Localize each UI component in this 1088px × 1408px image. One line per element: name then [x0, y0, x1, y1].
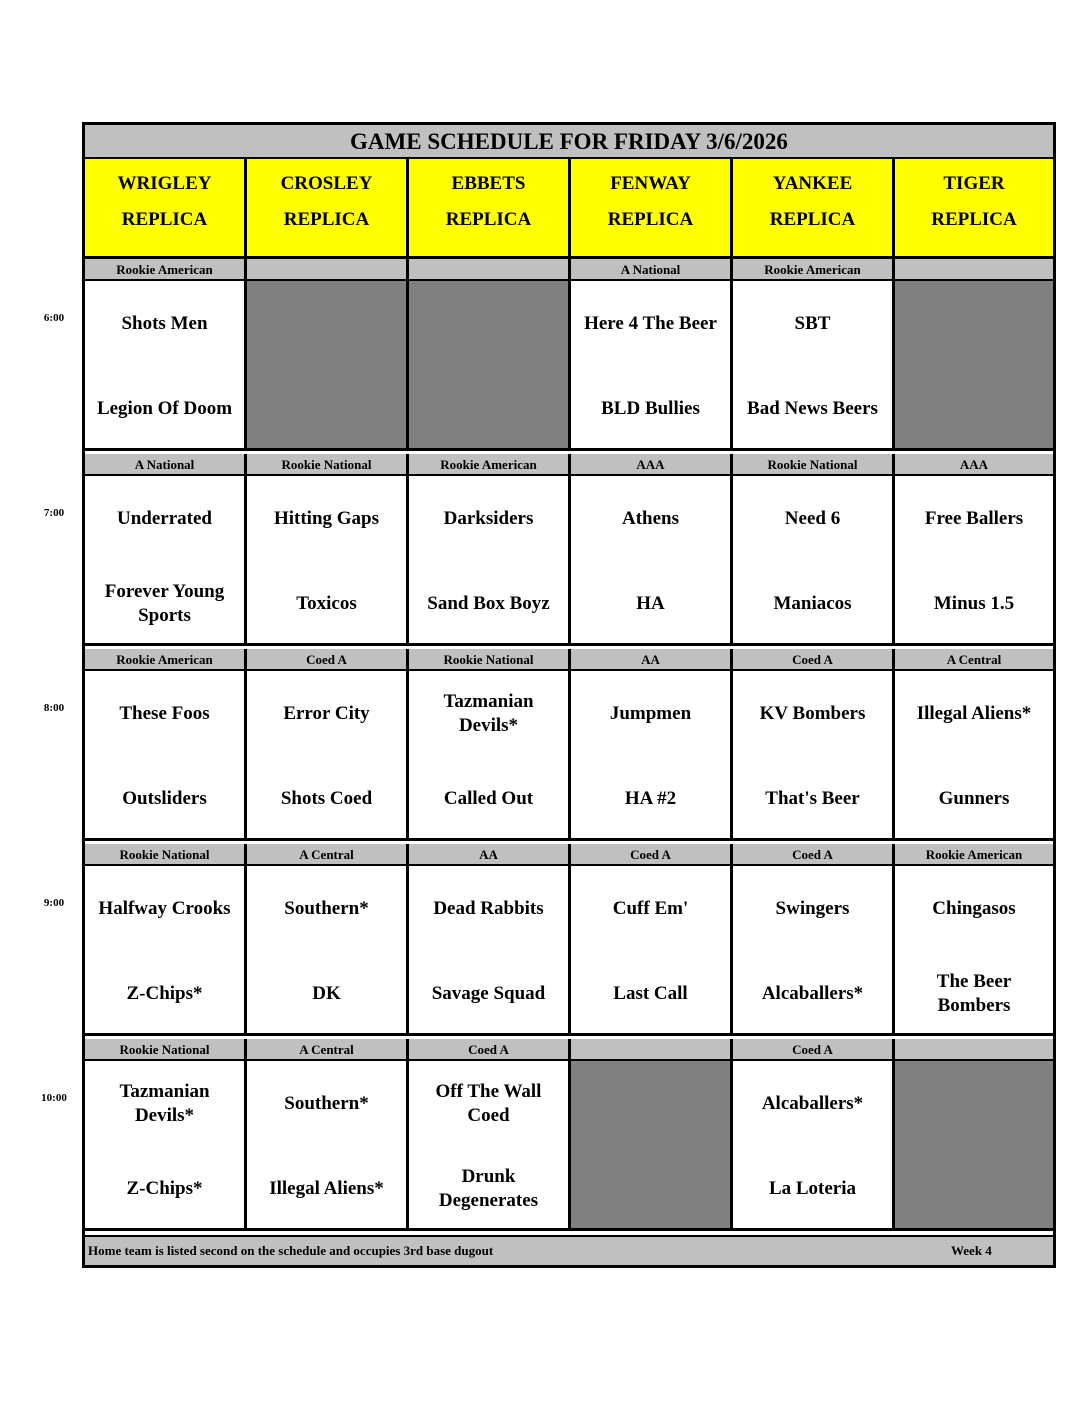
division-label: AA	[571, 649, 733, 671]
division-label	[895, 259, 1053, 281]
division-label: Rookie National	[733, 454, 895, 476]
game-cell	[85, 476, 247, 646]
game-cell	[247, 671, 409, 841]
division-label: Rookie American	[895, 844, 1053, 866]
field-header	[409, 159, 571, 259]
away-team: Tazmanian Devils*	[443, 691, 534, 736]
field-header-row	[85, 159, 1053, 259]
game-cell	[85, 1061, 247, 1231]
home-team: Drunk Degenerates	[438, 1166, 539, 1211]
home-team: Toxicos	[296, 593, 357, 614]
game-cell	[733, 671, 895, 841]
time-label: 8:00	[43, 702, 65, 714]
away-team: Hitting Gaps	[273, 508, 380, 529]
division-label: Rookie National	[85, 1039, 247, 1061]
division-label: AA	[409, 844, 571, 866]
game-row	[85, 866, 1053, 1036]
empty-slot	[895, 281, 1053, 451]
division-label: Coed A	[733, 649, 895, 671]
away-team: Underrated	[117, 508, 212, 529]
game-cell	[895, 866, 1053, 1036]
field-header	[571, 159, 733, 259]
game-cell	[571, 476, 733, 646]
home-team: That's Beer	[765, 788, 860, 809]
away-team: Jumpmen	[609, 703, 692, 724]
away-team: These Foos	[119, 703, 210, 724]
division-label: A Central	[247, 844, 409, 866]
time-slot-block	[85, 454, 1053, 646]
game-cell	[409, 866, 571, 1036]
home-team: Forever Young Sports	[104, 581, 225, 626]
division-row	[85, 649, 1053, 671]
game-cell	[409, 1061, 571, 1231]
game-cell	[247, 476, 409, 646]
schedule-title: GAME SCHEDULE FOR FRIDAY 3/6/2026	[85, 125, 1053, 159]
field-name: YANKEE	[772, 173, 853, 194]
division-label: A National	[85, 454, 247, 476]
division-row	[85, 454, 1053, 476]
division-label: A Central	[895, 649, 1053, 671]
home-team: Illegal Aliens*	[269, 1178, 384, 1199]
division-label: A Central	[247, 1039, 409, 1061]
division-label: Rookie National	[409, 649, 571, 671]
division-label: Rookie American	[733, 259, 895, 281]
division-label: AAA	[571, 454, 733, 476]
away-team: Tazmanian Devils*	[119, 1081, 210, 1126]
empty-slot	[895, 1061, 1053, 1231]
away-team: Athens	[621, 508, 679, 529]
division-label: Coed A	[409, 1039, 571, 1061]
home-team: Called Out	[443, 788, 534, 809]
away-team: Swingers	[775, 898, 850, 919]
time-slot-block	[85, 649, 1053, 841]
game-cell	[895, 671, 1053, 841]
home-team: Alcaballers*	[761, 983, 864, 1004]
division-label: AAA	[895, 454, 1053, 476]
away-team: Off The Wall Coed	[435, 1081, 542, 1126]
schedule-table	[82, 122, 1056, 1268]
home-team: Last Call	[613, 983, 688, 1004]
division-row	[85, 259, 1053, 281]
game-cell	[85, 281, 247, 451]
home-team: Maniacos	[773, 593, 852, 614]
division-label: Coed A	[733, 1039, 895, 1061]
home-team: Legion Of Doom	[96, 398, 233, 419]
division-label	[895, 1039, 1053, 1061]
home-team: The Beer Bombers	[936, 971, 1012, 1016]
home-team: Minus 1.5	[933, 593, 1015, 614]
division-row	[85, 844, 1053, 866]
division-label	[247, 259, 409, 281]
game-row	[85, 671, 1053, 841]
away-team: SBT	[794, 313, 831, 334]
home-team: Z-Chips*	[126, 1178, 203, 1199]
division-label: Rookie National	[85, 844, 247, 866]
field-subtitle: REPLICA	[445, 209, 532, 230]
away-team: Chingasos	[932, 898, 1016, 919]
home-team: HA	[636, 593, 665, 614]
game-cell	[733, 866, 895, 1036]
time-slot-block	[85, 844, 1053, 1036]
empty-slot	[409, 281, 571, 451]
time-label: 7:00	[43, 507, 65, 519]
game-cell	[85, 866, 247, 1036]
time-slot-block	[85, 259, 1053, 451]
home-team: Outsliders	[122, 788, 207, 809]
field-subtitle: REPLICA	[607, 209, 694, 230]
game-cell	[409, 476, 571, 646]
game-cell	[733, 281, 895, 451]
away-team: Dead Rabbits	[433, 898, 544, 919]
empty-slot	[571, 1061, 733, 1231]
field-header	[895, 159, 1053, 259]
home-team: Bad News Beers	[747, 398, 878, 419]
game-cell	[247, 866, 409, 1036]
field-subtitle: REPLICA	[121, 209, 208, 230]
division-label: Coed A	[571, 844, 733, 866]
schedule-footer	[85, 1235, 1053, 1265]
away-team: Error City	[283, 703, 370, 724]
time-label: 9:00	[43, 897, 65, 909]
home-team: DK	[312, 983, 341, 1004]
away-team: Illegal Aliens*	[916, 703, 1032, 724]
away-team: Shots Men	[121, 313, 208, 334]
game-cell	[409, 671, 571, 841]
field-name: FENWAY	[610, 173, 691, 194]
game-cell	[571, 281, 733, 451]
game-cell	[247, 1061, 409, 1231]
division-label	[409, 259, 571, 281]
away-team: Cuff Em'	[612, 898, 689, 919]
game-cell	[571, 671, 733, 841]
field-name: EBBETS	[451, 173, 526, 194]
field-subtitle: REPLICA	[283, 209, 370, 230]
field-name: CROSLEY	[280, 173, 373, 194]
home-team: HA #2	[624, 788, 677, 809]
home-team: Z-Chips*	[126, 983, 203, 1004]
game-cell	[733, 1061, 895, 1231]
field-subtitle: REPLICA	[931, 209, 1017, 230]
time-slot-block	[85, 1039, 1053, 1231]
division-label: Coed A	[247, 649, 409, 671]
field-subtitle: REPLICA	[769, 209, 856, 230]
home-team: Gunners	[938, 788, 1010, 809]
away-team: KV Bombers	[759, 703, 866, 724]
away-team: Darksiders	[443, 508, 534, 529]
game-cell	[733, 476, 895, 646]
away-team: Here 4 The Beer	[584, 313, 717, 334]
division-label: Rookie American	[409, 454, 571, 476]
home-team: La Loteria	[768, 1178, 857, 1199]
field-header	[247, 159, 409, 259]
division-label: Coed A	[733, 844, 895, 866]
field-header	[85, 159, 247, 259]
away-team: Southern*	[284, 898, 369, 919]
away-team: Free Ballers	[924, 508, 1024, 529]
division-label	[571, 1039, 733, 1061]
division-row	[85, 1039, 1053, 1061]
home-team: BLD Bullies	[601, 398, 700, 419]
game-row	[85, 1061, 1053, 1231]
away-team: Alcaballers*	[761, 1093, 864, 1114]
game-cell	[571, 866, 733, 1036]
footer-note: Home team is listed second on the schedule and occupies 3rd base dugout	[88, 1243, 494, 1258]
away-team: Southern*	[284, 1093, 369, 1114]
time-label: 10:00	[41, 1092, 67, 1104]
division-label: Rookie National	[247, 454, 409, 476]
time-label: 6:00	[43, 312, 65, 324]
division-label: Rookie American	[85, 649, 247, 671]
home-team: Shots Coed	[280, 788, 373, 809]
game-row	[85, 281, 1053, 451]
field-name: TIGER	[943, 173, 1005, 194]
home-team: Savage Squad	[431, 983, 546, 1004]
division-label: A National	[571, 259, 733, 281]
game-row	[85, 476, 1053, 646]
field-header	[733, 159, 895, 259]
game-cell	[895, 476, 1053, 646]
week-label: Week 4	[951, 1243, 992, 1258]
away-team: Need 6	[784, 508, 841, 529]
away-team: Halfway Crooks	[98, 898, 231, 919]
home-team: Sand Box Boyz	[427, 593, 550, 614]
field-name: WRIGLEY	[117, 173, 212, 194]
empty-slot	[247, 281, 409, 451]
game-cell	[85, 671, 247, 841]
division-label: Rookie American	[85, 259, 247, 281]
